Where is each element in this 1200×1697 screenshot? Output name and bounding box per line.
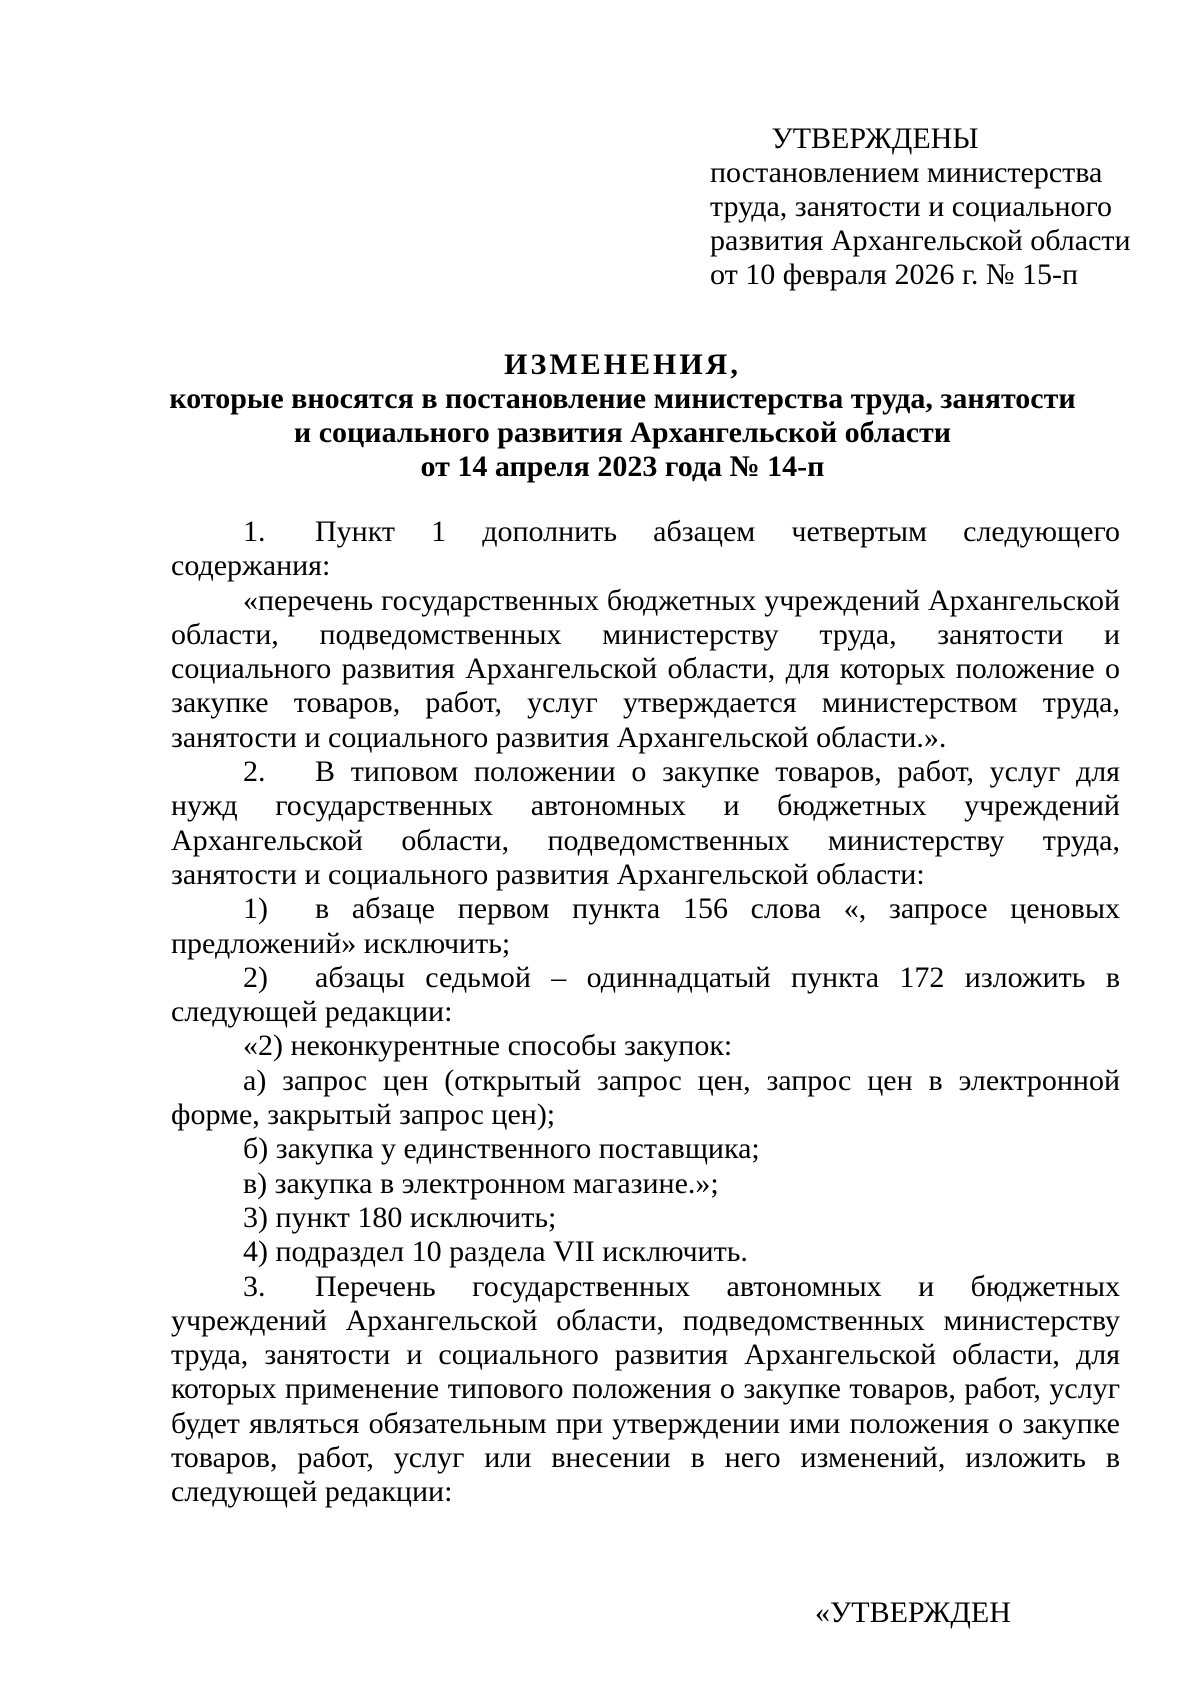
quote-line-2: а) запрос цен (открытый запрос цен, запрос цен в электронной форме, закрытый запрос цен); <box>171 1063 1120 1132</box>
approval-line-decree: постановлением министерства <box>710 156 1103 189</box>
item-3 <box>171 1270 1120 1510</box>
approval-line-date: от 10 февраля 2026 г. № 15-п <box>710 258 1079 291</box>
item-1-quote: «перечень государственных бюджетных учреждений Архангельской области, подведомственных министерству труда, занятости и социального развития Архангельской области, для которых положение о закупке товаров, работ, услуг утверждается министерством труда, занятости и социального развития Архангельской области.». <box>171 583 1120 754</box>
approval-line-region: развития Архангельской области <box>710 224 1131 257</box>
title-line-2: которые вносятся в постановление министерства труда, занятости <box>169 382 1076 415</box>
quote-line-4: в) закупка в электронном магазине.»; <box>243 1166 719 1200</box>
subitem-2-number: 2) <box>243 960 268 994</box>
document-body <box>171 515 1120 1510</box>
subitem-1-number: 1) <box>243 892 268 926</box>
document-title <box>150 348 1095 484</box>
approval-line-approved: УТВЕРЖДЕНЫ <box>771 122 979 155</box>
quote-line-3: б) закупка у единственного поставщика; <box>243 1132 760 1166</box>
title-heading: ИЗМЕНЕНИЯ, <box>504 348 741 381</box>
item-3-number: 3. <box>243 1269 266 1303</box>
item-1 <box>171 515 1120 584</box>
subitem-2 <box>171 961 1120 1030</box>
item-2 <box>171 755 1120 892</box>
subitem-1-text: в абзаце первом пункта 156 слова «, запросе ценовых предложений» исключить; <box>171 892 1120 960</box>
approval-line-ministry: труда, занятости и социального <box>710 190 1113 223</box>
item-2-number: 2. <box>243 755 266 789</box>
subitem-3: 3) пункт 180 исключить; <box>243 1200 557 1234</box>
title-line-3: и социального развития Архангельской области <box>293 416 952 449</box>
quote-line-1: «2) неконкурентные способы закупок: <box>243 1029 733 1063</box>
item-1-text: Пункт 1 дополнить абзацем четвертым следующего содержания: <box>171 515 1120 583</box>
title-line-4: от 14 апреля 2023 года № 14-п <box>420 450 825 483</box>
subitem-2-text: абзацы седьмой – одиннадцатый пункта 172 изложить в следующей редакции: <box>171 960 1120 1029</box>
item-1-number: 1. <box>243 515 266 548</box>
item-3-text: Перечень государственных автономных и бюджетных учреждений Архангельской области, подведомственных министерству труда, занятости и социального развития Архангельской области, для которых применение типового положения о закупке товаров, работ, услуг будет являться обязательным при утверждении ими положения о закупке товаров, работ, услуг или внесении в него изменений, изложить в следующей редакции: <box>171 1269 1120 1509</box>
approval-block <box>710 122 1131 292</box>
item-2-text: В типовом положении о закупке товаров, работ, услуг для нужд государственных автономных и бюджетных учреждений Архангельской области, подведомственных министерству труда, занятости и социального развития Архангельской области: <box>171 755 1120 891</box>
subitem-1 <box>171 892 1120 961</box>
approved-ending: «УТВЕРЖДЕН <box>815 1596 1011 1629</box>
subitem-4: 4) подраздел 10 раздела VII исключить. <box>243 1235 748 1269</box>
